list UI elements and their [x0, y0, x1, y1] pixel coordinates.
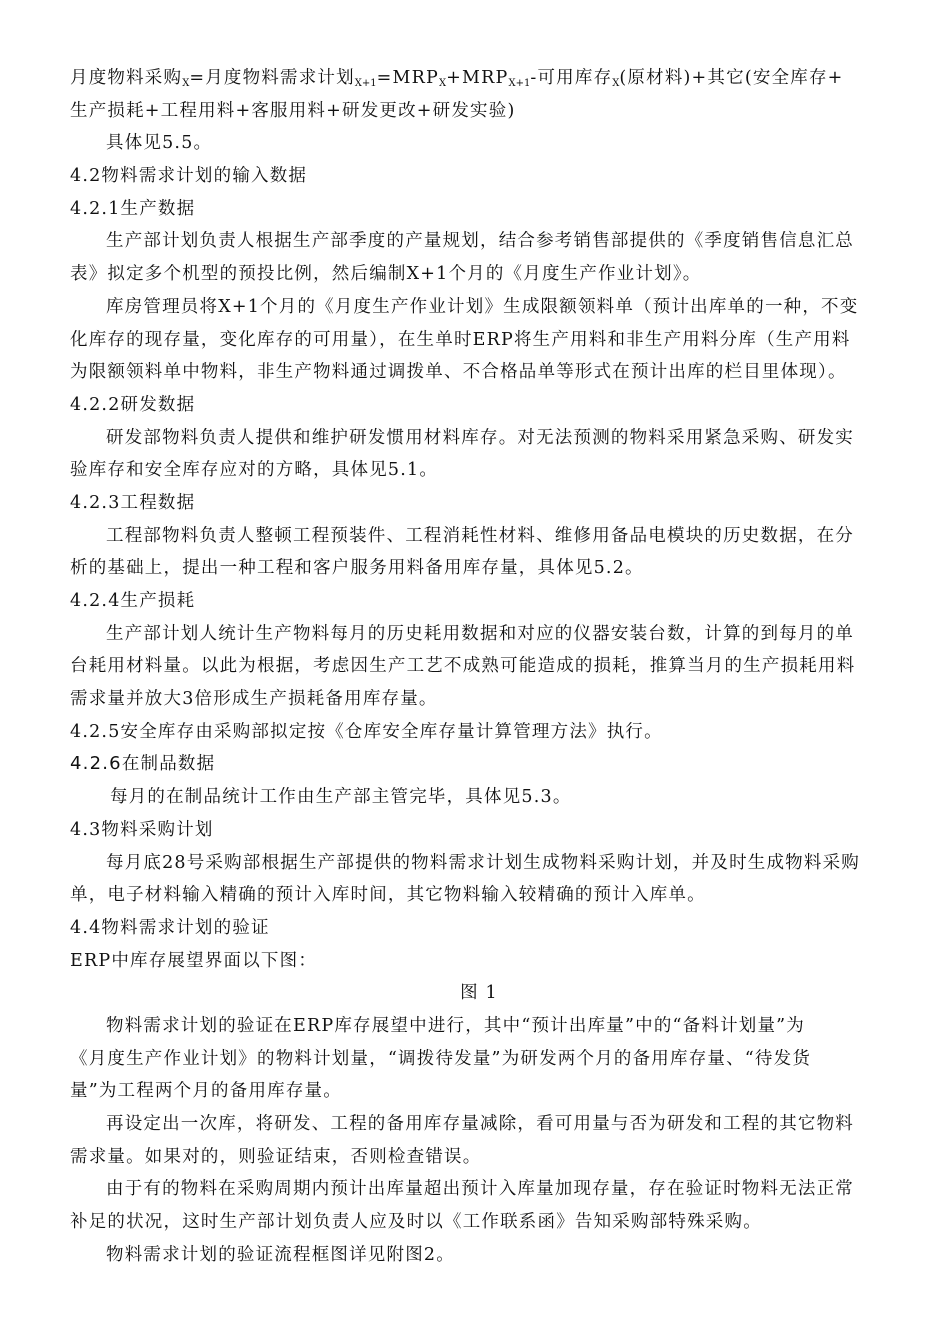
paragraph-line: 补足的状况，这时生产部计划负责人应及时以《工作联系函》告知采购部特殊采购。: [70, 1212, 762, 1233]
paragraph-line: ERP中库存展望界面以下图：: [70, 950, 318, 971]
paragraph-line: 库房管理员将X+1个月的《月度生产作业计划》生成限额领料单（预计出库单的一种，不变: [106, 296, 859, 317]
paragraph-line: 再设定出一次库，将研发、工程的备用库存量减除，看可用量与否为研发和工程的其它物料: [106, 1114, 854, 1134]
subsection-heading: 4.2.3工程数据: [70, 492, 196, 513]
paragraph-line: 需求量并放大3倍形成生产损耗备用库存量。: [70, 689, 438, 710]
paragraph-line: 《月度生产作业计划》的物料计划量，“调拨待发量”为研发两个月的备用库存量、“待发货: [70, 1048, 812, 1069]
paragraph-line: 生产部计划人统计生产物料每月的历史耗用数据和对应的仪器安装台数，计算的到每月的单: [106, 623, 854, 644]
formula-line-2: 生产损耗+工程用料+客服用料+研发更改+研发实验): [70, 100, 516, 121]
paragraph-line: 单，电子材料输入精确的预计入库时间，其它物料输入较精确的预计入库单。: [70, 885, 706, 906]
subsection-heading: 4.2.5安全库存由采购部拟定按《仓库安全库存量计算管理方法》执行。: [70, 721, 663, 742]
paragraph-line: 台耗用材料量。以此为根据，考虑因生产工艺不成熟可能造成的损耗，推算当月的生产损耗用料: [70, 656, 856, 677]
paragraph-line: 物料需求计划的验证在ERP库存展望中进行，其中“预计出库量”中的“备料计划量”为: [106, 1015, 806, 1036]
section-heading: 4.3物料采购计划: [70, 819, 214, 840]
paragraph-line: 物料需求计划的验证流程框图详见附图2。: [106, 1244, 455, 1265]
paragraph-line: 析的基础上，提出一种工程和客户服务用料备用库存量，具体见5.2。: [70, 558, 644, 579]
paragraph-line: 表》拟定多个机型的预投比例，然后编制X+1个月的《月度生产作业计划》。: [70, 264, 702, 285]
subsection-heading: 4.2.4生产损耗: [70, 591, 196, 611]
section-heading: 4.4物料需求计划的验证: [70, 917, 270, 938]
paragraph-line: 需求量。如果对的，则验证结束，否则检查错误。: [70, 1146, 482, 1167]
paragraph-line: 生产部计划负责人根据生产部季度的产量规划，结合参考销售部提供的《季度销售信息汇总: [106, 231, 854, 252]
subsection-heading: 4.2.2研发数据: [70, 394, 196, 415]
paragraph-line: 研发部物料负责人提供和维护研发惯用材料库存。对无法预测的物料采用紧急采购、研发实: [106, 427, 854, 448]
paragraph-line: 工程部物料负责人整顿工程预装件、工程消耗性材料、维修用备品电模块的历史数据，在分: [106, 525, 854, 546]
paragraph-line: 每月底28号采购部根据生产部提供的物料需求计划生成物料采购计划，并及时生成物料采购: [106, 852, 860, 873]
paragraph-line: 化库存的现存量，变化库存的可用量），在生单时ERP将生产用料和非生产用料分库（生产用料: [70, 329, 851, 350]
paragraph-line: 由于有的物料在采购周期内预计出库量超出预计入库量加现存量，存在验证时物料无法正常: [106, 1179, 854, 1200]
figure-caption: 图 1: [460, 983, 498, 1004]
paragraph-line: 每月的在制品统计工作由生产部主管完毕，具体见5.3。: [110, 787, 572, 808]
paragraph: 具体见5.5。: [106, 133, 213, 154]
paragraph-line: 为限额领料单中物料，非生产物料通过调拨单、不合格品单等形式在预计出库的栏目里体现）。: [70, 362, 847, 383]
paragraph-line: 量”为工程两个月的备用库存量。: [70, 1081, 342, 1102]
paragraph-line: 验库存和安全库存应对的方略，具体见5.1。: [70, 460, 439, 481]
section-heading: 4.2物料需求计划的输入数据: [70, 166, 308, 187]
subsection-heading: 4.2.6在制品数据: [70, 753, 216, 775]
formula-line-1: 月度物料采购$_X$=月度物料需求计划$_{X+1}=MRP_X+MRP_{X+1}-$可用库存$_X$(原材料)+其它(安全库存+: [70, 68, 844, 89]
subsection-heading: 4.2.1生产数据: [70, 198, 196, 219]
